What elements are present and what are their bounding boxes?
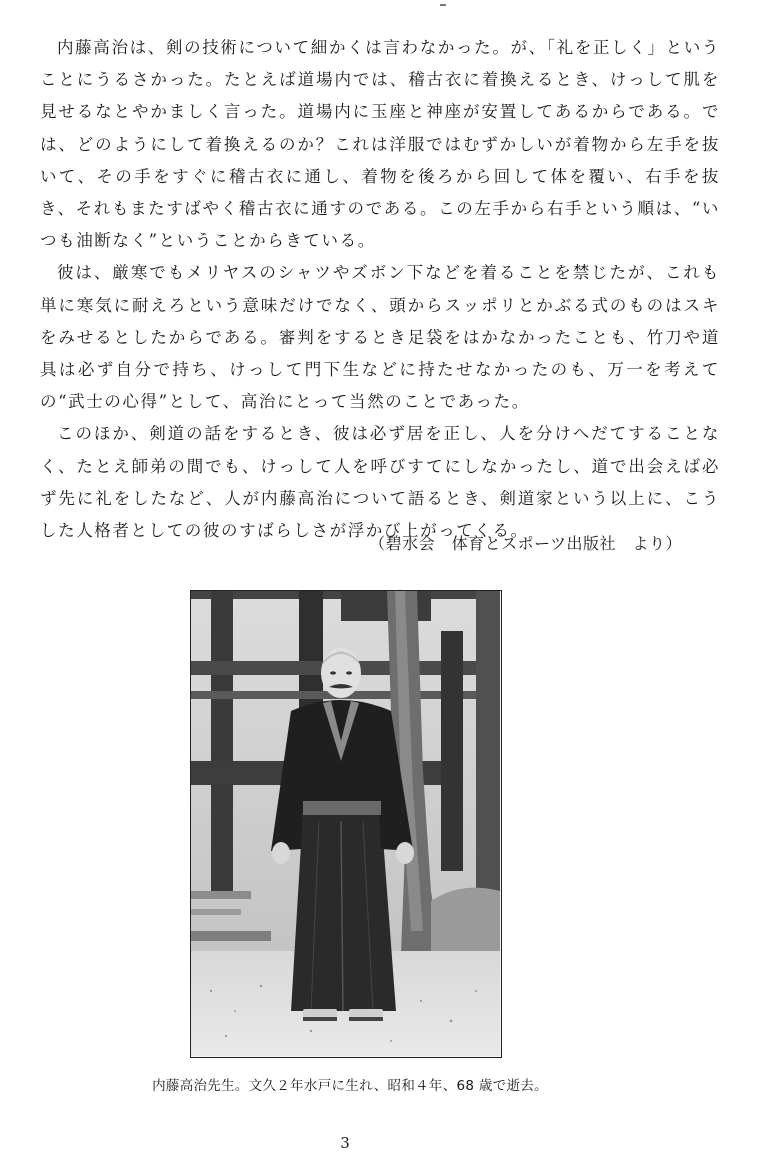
source-citation: （碧水会 体育とスポーツ出版社 より） <box>369 534 682 553</box>
photo-caption: 内藤高治先生。文久２年水戸に生れ、昭和４年、68 歳で逝去。 <box>152 1078 548 1094</box>
scan-speck <box>440 4 446 6</box>
paragraph-1: 内藤高治は、剣の技術について細かくは言わなかった。が、「礼を正しく」ということにうるさかった。たとえば道場内では、稽古衣に着換えるとき、けっして肌を見せるなとやかましく言った。道場内に玉座と神座が安置してあるからである。では、どのようにして着換えるのか？これは洋服ではむずかしいが着物から左手を抜いて、その手をすぐに稽古衣に通し、着物を後ろから回して体を覆い、右手を抜き、それもまたすばやく稽古衣に通すのである。この左手から右手という順は、“いつも油断なく”ということからきている。 <box>40 38 720 251</box>
paragraph-2: 彼は、厳寒でもメリヤスのシャツやズボン下などを着ることを禁じたが、これも単に寒気に耐えろという意味だけでなく、頭からスッポリとかぶる式のものはスキをみせるとしたからである。審判をするとき足袋をはかなかったことも、竹刀や道具は必ず自分で持ち、けっして門下生などに持たせなかったのも、万一を考えての“武士の心得”として、高治にとって当然のことであった。 <box>40 263 720 412</box>
page-number: 3 <box>340 1134 350 1152</box>
portrait-photo-illustration <box>191 591 500 1056</box>
paragraph-3: このほか、剣道の話をするとき、彼は必ず居を正し、人を分けへだてすることなく、たとえ師弟の間でも、けっして人を呼びすてにしなかったし、道で出会えば必ず先に礼をしたなど、人が内藤高治について語るとき、剣道家という以上に、こうした人格者としての彼のすばらしさが浮かび上がってくる。 <box>40 424 720 541</box>
portrait-photo <box>190 590 502 1058</box>
article-body <box>40 32 720 547</box>
